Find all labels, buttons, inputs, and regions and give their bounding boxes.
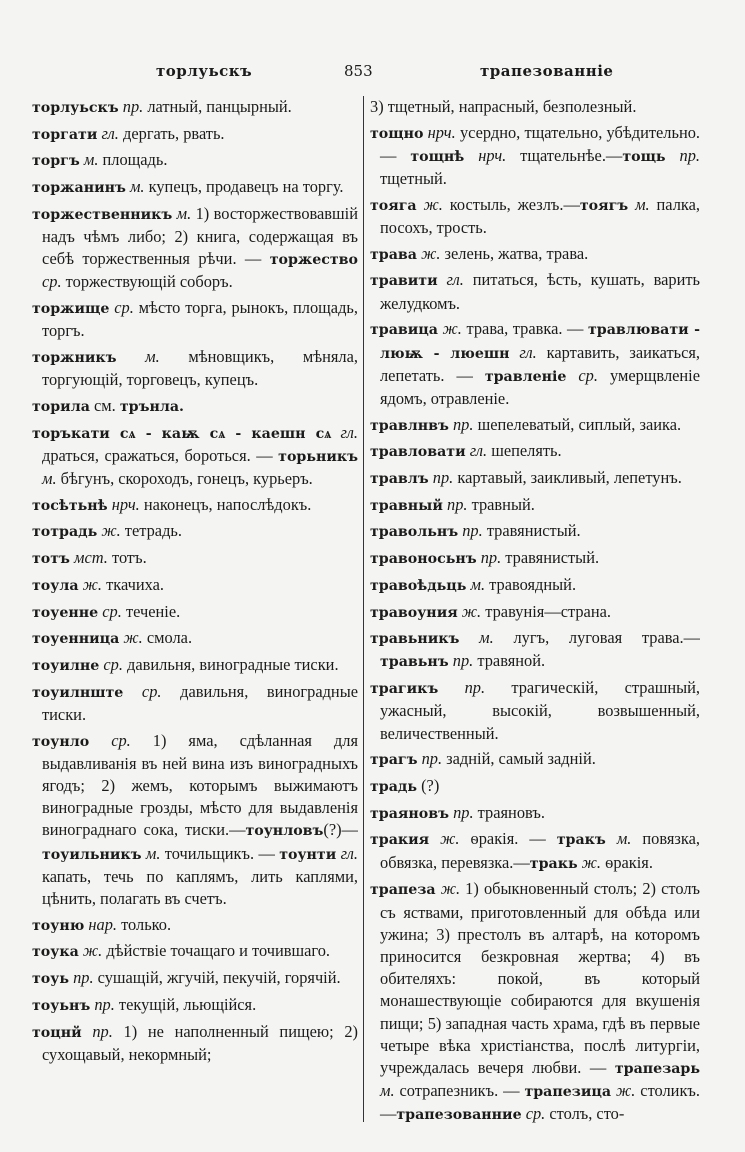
entry-grammar: пр.	[448, 802, 474, 822]
entry-grammar: м.	[116, 347, 160, 367]
entry-grammar: гл.	[465, 441, 488, 461]
entry-headword: торжественникъ	[32, 206, 173, 223]
entry-headword: тоуенне	[32, 604, 99, 621]
entry-definition: шепелеватый, сиплый, заика.	[473, 414, 682, 434]
entry-grammar: м.	[125, 177, 145, 197]
dictionary-entry	[32, 123, 358, 146]
entry-headword: травлювати - люѭ - люешн	[380, 322, 700, 362]
dictionary-entry	[32, 967, 358, 990]
entry-headword: травоѣдьць	[370, 577, 467, 594]
entry-headword: тоука	[32, 944, 79, 961]
entry-definition: точильщикъ. —	[160, 843, 280, 863]
entry-headword: тоуню	[32, 917, 85, 934]
entry-definition: давильня, виноградные тиски.	[42, 681, 358, 724]
dictionary-entry	[32, 96, 358, 119]
entry-headword: торила	[32, 398, 90, 415]
entry-grammar: м.	[141, 843, 161, 863]
entry-definition: 1) обыкновенный столъ; 2) столъ съ яствами, приготовленный для обѣда или ужина; 3) престолъ въ алтарѣ, на которомъ приносится безкровная жертва; 4) въ обителяхъ: покой, въ который монашествующіе собираются для вкушенія пищи; 5) западная часть храма, гдѣ въ первые четыре вѣка христіанства, послѣ литургіи, учреждалась вечеря любви. —	[380, 879, 700, 1077]
entry-headword: трава	[370, 246, 417, 263]
entry-grammar: м.	[380, 1081, 395, 1101]
entry-grammar: ж.	[119, 628, 143, 648]
entry-headword: торжество	[269, 252, 358, 269]
entry-headword: травный	[370, 497, 443, 514]
entry-definition: картавить, заикаться, лепетать. —	[380, 342, 700, 385]
entry-definition: картавый, заикливый, лепетунъ.	[453, 468, 682, 488]
dictionary-entry	[370, 520, 700, 543]
entry-grammar: ср.	[566, 365, 598, 385]
dictionary-entry	[370, 802, 700, 825]
entry-headword: травоносьнъ	[370, 551, 477, 568]
entry-definition: текущій, льющійся.	[114, 994, 257, 1014]
dictionary-entry	[32, 627, 358, 650]
dictionary-entry	[370, 467, 700, 490]
page-number: 853	[344, 62, 373, 80]
entry-grammar: гл.	[331, 422, 358, 442]
dictionary-entry	[32, 601, 358, 624]
entry-grammar: ж.	[457, 601, 482, 621]
entry-grammar: пр.	[448, 414, 474, 434]
dictionary-entry	[32, 940, 358, 963]
entry-grammar: ж.	[577, 852, 602, 872]
entry-headword: траяновъ	[370, 805, 449, 822]
dictionary-entry	[370, 775, 700, 798]
entry-headword: трапезованние	[396, 1107, 522, 1124]
entry-definition: ткачиха.	[102, 574, 164, 594]
entry-grammar: ж.	[78, 574, 102, 594]
entry-definition: торжествующій соборъ.	[61, 272, 233, 292]
entry-headword: трапеза	[370, 882, 436, 899]
entry-definition: трагическій, страшный, ужасный, высокій, возвышенный, величественный.	[380, 678, 700, 743]
entry-headword: тощно	[370, 125, 424, 142]
entry-grammar: ж.	[97, 521, 121, 541]
entry-headword: тоуь	[32, 971, 69, 988]
dictionary-entry	[370, 574, 700, 597]
dictionary-entry	[370, 677, 700, 745]
dictionary-entry	[32, 203, 358, 294]
entry-headword: травольнъ	[370, 524, 459, 541]
entry-grammar: ср.	[89, 730, 131, 750]
entry-headword: трагикъ	[370, 681, 439, 698]
entry-definition: зелень, жатва, трава.	[440, 243, 589, 263]
entry-headword: тоунти	[279, 846, 337, 863]
entry-grammar: ср.	[123, 681, 162, 701]
left-running-head: торлуьскъ	[156, 62, 253, 80]
entry-definition: сушащій, жгучій, пекучій, горячій.	[93, 968, 341, 988]
entry-definition: травоядный.	[485, 574, 577, 594]
entry-headword: тояга	[370, 197, 417, 214]
entry-definition: мѣновщикъ, мѣняла, торгующій, торговецъ, купецъ.	[42, 347, 358, 390]
entry-definition: тотъ.	[107, 548, 147, 568]
dictionary-entry	[370, 627, 700, 673]
entry-headword: торжище	[32, 301, 110, 318]
entry-headword: тракия	[370, 832, 430, 849]
entry-headword: тоунло	[32, 733, 90, 750]
entry-definition: тщательнѣе.—	[506, 145, 623, 165]
entry-grammar: ср.	[521, 1104, 546, 1124]
entry-grammar: пр.	[81, 1021, 113, 1041]
entry-grammar: ср.	[109, 298, 134, 318]
entry-definition: площадь.	[98, 150, 168, 170]
entry-definition: задній, самый задній.	[442, 749, 596, 769]
entry-definition: палка, посохъ, трость.	[380, 194, 700, 238]
dictionary-entry	[32, 547, 358, 570]
entry-headword: тотъ	[32, 551, 70, 568]
dictionary-entry	[32, 730, 358, 911]
entry-definition: трава, травка. —	[461, 319, 589, 339]
entry-definition: латный, панцырный.	[143, 97, 292, 116]
entry-headword: трапезарь	[614, 1060, 700, 1077]
entry-headword: травлъ	[370, 471, 429, 488]
entry-grammar: пр.	[417, 749, 443, 769]
entry-definition: повязка, обвязка, перевязка.—	[380, 829, 700, 872]
entry-grammar: ср.	[98, 601, 122, 621]
entry-definition: шепелять.	[487, 441, 562, 461]
entry-definition: 1) восторжествовавшій надъ чѣмъ либо; 2) книга, содержащая въ себѣ торжественныя рѣчи. —	[42, 203, 358, 269]
entry-grammar: м.	[172, 203, 192, 223]
entry-headword: тотрадь	[32, 524, 98, 541]
dictionary-entry	[32, 994, 358, 1017]
entry-headword: травица	[370, 322, 438, 339]
entry-definition: столъ, сто-	[545, 1104, 625, 1124]
dictionary-entry	[32, 149, 358, 172]
entry-grammar: пр.	[90, 994, 115, 1014]
dictionary-entry	[370, 828, 700, 874]
entry-grammar: ср.	[42, 272, 62, 292]
entry-definition: дѣйствіе точащаго и точившаго.	[102, 941, 331, 961]
entry-headword: тоцнй	[32, 1024, 82, 1041]
entry-headword: тоунловъ	[245, 823, 324, 840]
entry-headword: тоуьнъ	[32, 997, 91, 1014]
dictionary-entry	[32, 422, 358, 491]
entry-grammar: ж.	[435, 879, 461, 899]
entry-definition: тетрадь.	[120, 521, 182, 541]
dictionary-entry	[370, 601, 700, 624]
dictionary-entry	[370, 494, 700, 517]
entry-definition: 1) не наполненный пищею; 2) сухощавый, некормный;	[42, 1021, 358, 1064]
dictionary-entry	[32, 681, 358, 726]
entry-definition: лугъ, луговая трава.—	[493, 628, 700, 648]
dictionary-entry	[32, 176, 358, 199]
entry-headword: тощнѣ	[410, 148, 465, 165]
entry-headword: тоуилнште	[32, 684, 124, 701]
entry-definition: костыль, жезлъ.—	[442, 194, 580, 214]
entry-headword: травоуния	[370, 604, 458, 621]
entry-grammar: ср.	[99, 654, 123, 674]
entry-headword: тоуилне	[32, 657, 100, 674]
entry-grammar: пр.	[118, 97, 144, 116]
dictionary-entry	[370, 414, 700, 437]
entry-definition: ѳракія.	[601, 852, 653, 872]
right-column	[370, 96, 700, 1134]
entry-headword: тосѣтьнѣ	[32, 497, 108, 514]
entry-headword: тоуенница	[32, 631, 120, 648]
entry-definition: 1) яма, сдѣланная для выдавливанія въ ней вина изъ виноградныхъ ягодъ; 2) жемъ, которымъ выжимаютъ виноградные грозды, мѣсто для выдавленія винограднаго сока, тиски.—	[42, 730, 358, 840]
entry-grammar: гл.	[336, 843, 358, 863]
entry-headword: традь	[370, 778, 417, 795]
dictionary-entry	[370, 243, 700, 266]
entry-headword: травьникъ	[370, 631, 460, 648]
entry-definition: травный.	[467, 494, 535, 514]
dictionary-entry	[370, 194, 700, 239]
entry-definition: усердно, тщательно, убѣдительно. —	[380, 122, 700, 165]
entry-definition: столикъ.—	[380, 1081, 700, 1124]
entry-grammar: пр.	[68, 968, 94, 988]
entry-definition: см.	[89, 395, 120, 415]
dictionary-entry	[370, 96, 700, 118]
entry-definition: теченіе.	[121, 601, 181, 621]
entry-grammar: ж.	[611, 1081, 636, 1101]
entry-headword: травлнвъ	[370, 417, 449, 434]
dictionary-entry	[370, 440, 700, 463]
entry-headword: тоуильникъ	[42, 846, 142, 863]
entry-definition: дергать, рвать.	[118, 123, 225, 143]
entry-headword: тощь	[622, 148, 666, 165]
entry-headword: тоула	[32, 577, 79, 594]
dictionary-entry	[370, 318, 700, 410]
entry-headword: травловати	[370, 444, 466, 461]
entry-definition: травяной.	[473, 651, 546, 671]
dictionary-entry	[370, 269, 700, 314]
dictionary-entry	[32, 654, 358, 677]
entry-grammar: гл.	[437, 270, 464, 290]
dictionary-entry	[32, 574, 358, 597]
entry-grammar: ж.	[437, 319, 462, 339]
entry-headword: тракъ	[556, 832, 606, 849]
entry-definition: питаться, ѣсть, кушать, варить желудкомъ.	[380, 270, 700, 313]
dictionary-entry	[32, 914, 358, 937]
entry-definition: капать, течь по каплямъ, лить каплями, цѣнить, полагать въ счетъ.	[42, 866, 358, 908]
dictionary-entry	[370, 878, 700, 1126]
entry-headword: трапезица	[524, 1084, 612, 1101]
entry-headword: торъкати сѧ - каѭ сѧ - каешн сѧ	[32, 425, 332, 442]
entry-grammar: нар.	[84, 914, 117, 934]
dictionary-entry	[32, 395, 358, 418]
dictionary-entry	[32, 520, 358, 543]
entry-headword: травленіе	[484, 368, 567, 385]
entry-definition: (?)—	[323, 820, 358, 840]
dictionary-entry	[370, 547, 700, 570]
entry-grammar: нрч.	[464, 145, 507, 165]
entry-grammar: м.	[628, 194, 650, 214]
entry-grammar: ж.	[416, 194, 443, 214]
entry-grammar: пр.	[438, 678, 486, 698]
dictionary-entry	[370, 122, 700, 191]
entry-headword: травити	[370, 273, 438, 290]
entry-grammar: мст.	[69, 548, 108, 568]
entry-headword: трънла.	[119, 398, 184, 415]
entry-headword: тоягъ	[579, 197, 629, 214]
entry-grammar: гл.	[509, 342, 537, 362]
entry-grammar: пр.	[665, 145, 700, 165]
entry-grammar: ж.	[429, 829, 460, 849]
entry-headword: трагъ	[370, 752, 418, 769]
entry-definition: драться, сражаться, бороться. —	[42, 445, 279, 465]
entry-headword: торьникъ	[278, 448, 358, 465]
entry-grammar: пр.	[476, 548, 502, 568]
entry-definition: мѣсто торга, рынокъ, площадь, торгъ.	[42, 298, 358, 341]
entry-definition: травянистый.	[501, 548, 600, 568]
dictionary-entry	[32, 494, 358, 517]
entry-definition: ѳракія. —	[459, 829, 557, 849]
entry-definition: умерщвленіе ядомъ, отравленіе.	[380, 365, 700, 408]
column-divider	[363, 96, 364, 1122]
dictionary-entry	[32, 297, 358, 342]
entry-grammar: ж.	[78, 941, 103, 961]
entry-definition: (?)	[417, 775, 440, 795]
dictionary-entry	[32, 346, 358, 391]
entry-grammar: гл.	[97, 123, 119, 143]
entry-definition: наконецъ, напослѣдокъ.	[139, 494, 312, 514]
page-header	[34, 62, 711, 86]
entry-grammar: нрч.	[107, 494, 140, 514]
left-column	[32, 96, 358, 1134]
entry-definition: траяновъ.	[473, 802, 545, 822]
entry-grammar: м.	[459, 628, 494, 648]
entry-headword: травьнъ	[380, 654, 449, 671]
entry-definition: только.	[117, 914, 172, 934]
entry-definition: смола.	[142, 628, 193, 648]
entry-headword: торлуьскъ	[32, 100, 119, 116]
entry-definition: 3) тщетный, напрасный, безполезный.	[370, 97, 637, 116]
entry-definition: давильня, виноградные тиски.	[122, 654, 339, 674]
entry-grammar: ж.	[416, 243, 441, 263]
entry-headword: торжникъ	[32, 350, 117, 367]
dictionary-entry	[32, 1021, 358, 1066]
entry-grammar: пр.	[458, 521, 483, 541]
entry-headword: торгати	[32, 126, 98, 143]
entry-grammar: м.	[42, 469, 57, 489]
right-running-head: трапезованніе	[480, 62, 614, 80]
entry-grammar: нрч.	[423, 122, 456, 142]
entry-grammar: пр.	[442, 494, 468, 514]
entry-definition: бѣгунъ, скороходъ, гонецъ, курьеръ.	[56, 469, 313, 489]
entry-grammar: м.	[605, 829, 632, 849]
entry-definition: купецъ, продавецъ на торгу.	[144, 177, 344, 197]
entry-definition: сотрапезникъ. —	[394, 1081, 525, 1101]
entry-grammar: м.	[79, 150, 99, 170]
dictionary-entry	[370, 748, 700, 771]
entry-grammar: пр.	[428, 468, 454, 488]
entry-headword: торгъ	[32, 153, 80, 170]
entry-headword: торжанинъ	[32, 180, 126, 197]
entry-grammar: м.	[466, 574, 486, 594]
entry-definition: тщетный.	[380, 169, 447, 189]
entry-definition: травунія—страна.	[481, 601, 611, 621]
entry-grammar: пр.	[448, 651, 474, 671]
entry-definition: травянистый.	[482, 521, 581, 541]
entry-headword: тракь	[529, 855, 578, 872]
